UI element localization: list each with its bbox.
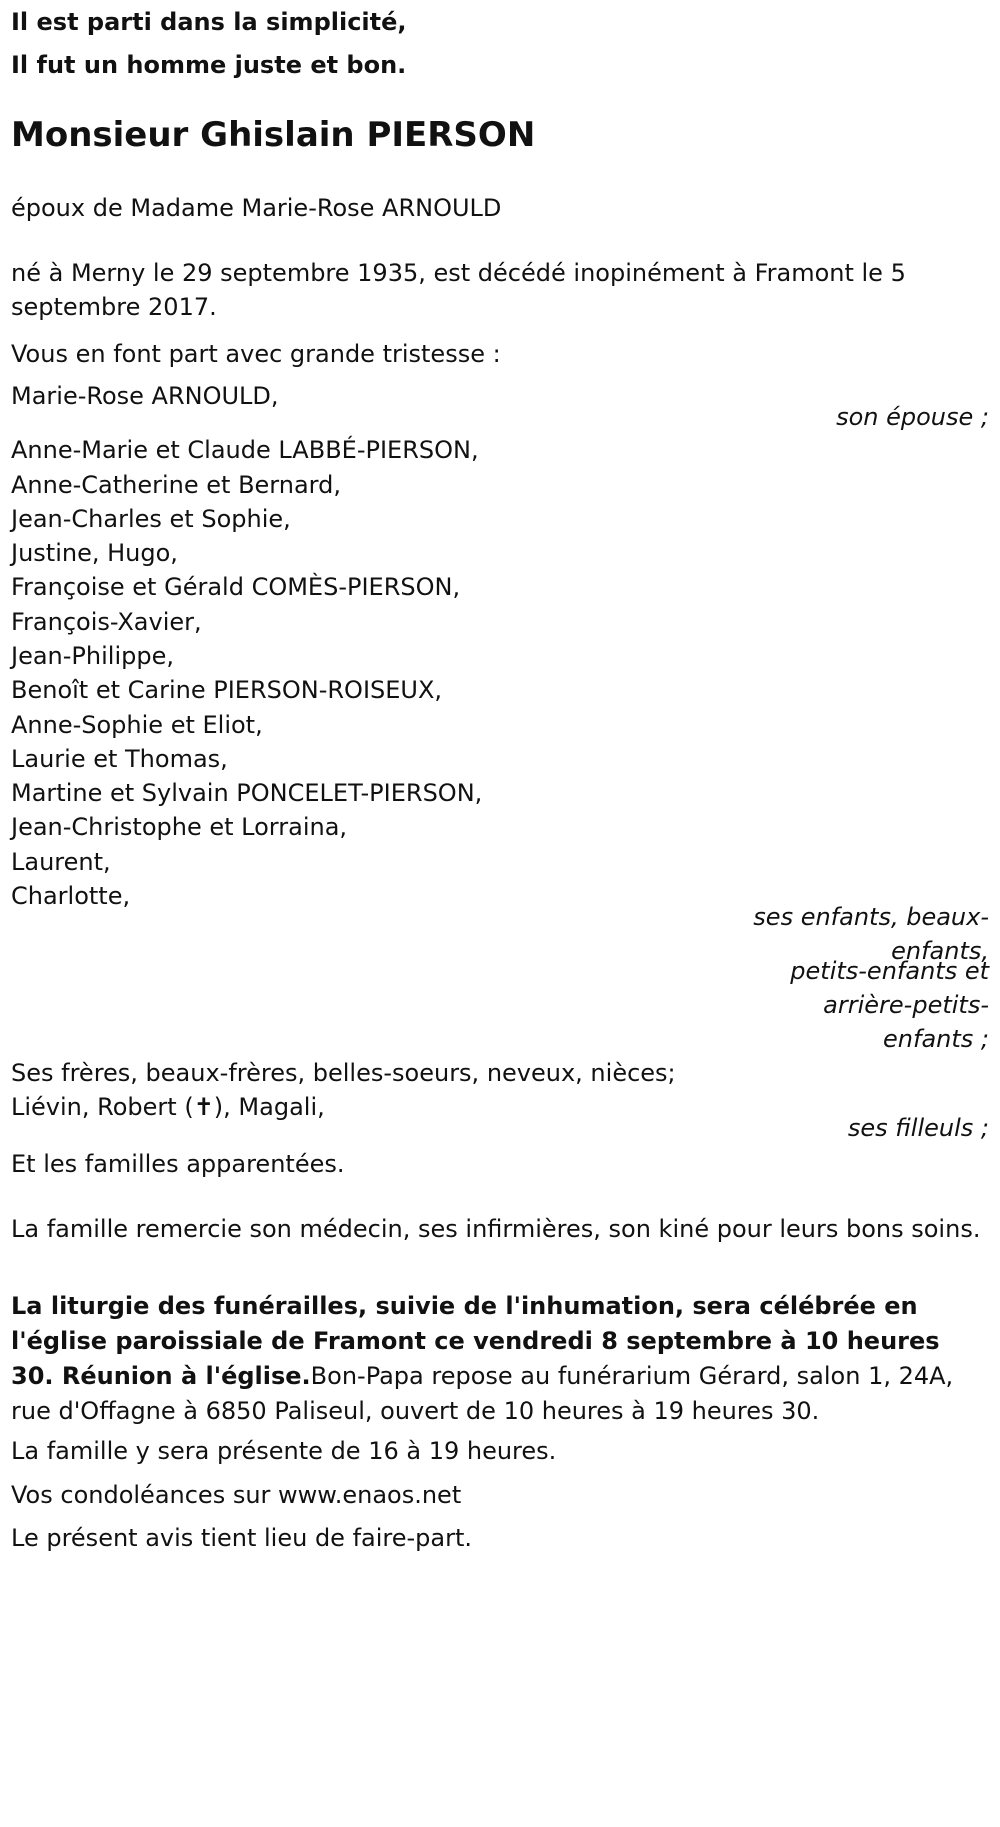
role-line: petits-enfants et — [790, 957, 989, 985]
list-item: Anne-Marie et Claude LABBÉ-PIERSON, — [11, 436, 479, 464]
list-item: Laurie et Thomas, — [11, 745, 228, 773]
birth-death-text: né à Merny le 29 septembre 1935, est décédé inopinément à Framont le 5 septembre 2017. — [11, 259, 906, 321]
role-line: ses enfants, beaux- — [753, 903, 989, 931]
presence-line: La famille y sera présente de 16 à 19 heures. — [11, 1437, 557, 1465]
role-line: arrière-petits- — [823, 991, 989, 1019]
spouse-line: époux de Madame Marie-Rose ARNOULD — [11, 194, 502, 222]
wife-role: son épouse ; — [836, 403, 989, 431]
wife-name: Marie-Rose ARNOULD, — [11, 382, 279, 410]
list-item: Françoise et Gérald COMÈS-PIERSON, — [11, 573, 461, 601]
list-item: Laurent, — [11, 848, 111, 876]
list-item: Jean-Charles et Sophie, — [11, 505, 291, 533]
funeral-bold-text: La liturgie des funérailles, suivie de l'inhumation, sera célébrée en l'église paroissiale de Framont ce vendredi 8 septembre à 10 heures 30. Réunion à l'église. — [11, 1292, 940, 1390]
deceased-name: Monsieur Ghislain PIERSON — [11, 115, 536, 155]
funeral-normal-text: Bon-Papa repose au funérarium Gérard, salon 1, 24A, rue d'Offagne à 6850 Paliseul, ouvert de 10 heures à 19 heures 30. — [11, 1362, 954, 1425]
funeral-paragraph — [11, 1289, 981, 1429]
list-item: Charlotte, — [11, 882, 131, 910]
families-line: Et les familles apparentées. — [11, 1150, 345, 1178]
list-item: Jean-Philippe, — [11, 642, 174, 670]
list-item: Martine et Sylvain PONCELET-PIERSON, — [11, 779, 483, 807]
role-line: enfants ; — [883, 1025, 989, 1053]
list-item: Anne-Catherine et Bernard, — [11, 471, 341, 499]
thanks-text: La famille remercie son médecin, ses infirmières, son kiné pour leurs bons soins. — [11, 1215, 981, 1243]
list-item: François-Xavier, — [11, 608, 202, 636]
list-item: Anne-Sophie et Eliot, — [11, 711, 263, 739]
condolences-line: Vos condoléances sur www.enaos.net — [11, 1481, 462, 1509]
notice-line: Le présent avis tient lieu de faire-part. — [11, 1524, 473, 1552]
godchildren-names: Liévin, Robert (✝), Magali, — [11, 1093, 325, 1121]
intro-line-1: Il est parti dans la simplicité, — [11, 8, 407, 36]
list-item: Justine, Hugo, — [11, 539, 178, 567]
obituary-notice — [11, 0, 989, 1827]
role-line: enfants, — [891, 937, 989, 965]
list-item: Jean-Christophe et Lorraina, — [11, 813, 348, 841]
siblings-line: Ses frères, beaux-frères, belles-soeurs, neveux, nièces; — [11, 1059, 676, 1087]
list-item: Benoît et Carine PIERSON-ROISEUX, — [11, 676, 443, 704]
intro-line-2: Il fut un homme juste et bon. — [11, 51, 407, 79]
announcement-text: Vous en font part avec grande tristesse : — [11, 340, 501, 368]
godchildren-role: ses filleuls ; — [847, 1114, 989, 1142]
